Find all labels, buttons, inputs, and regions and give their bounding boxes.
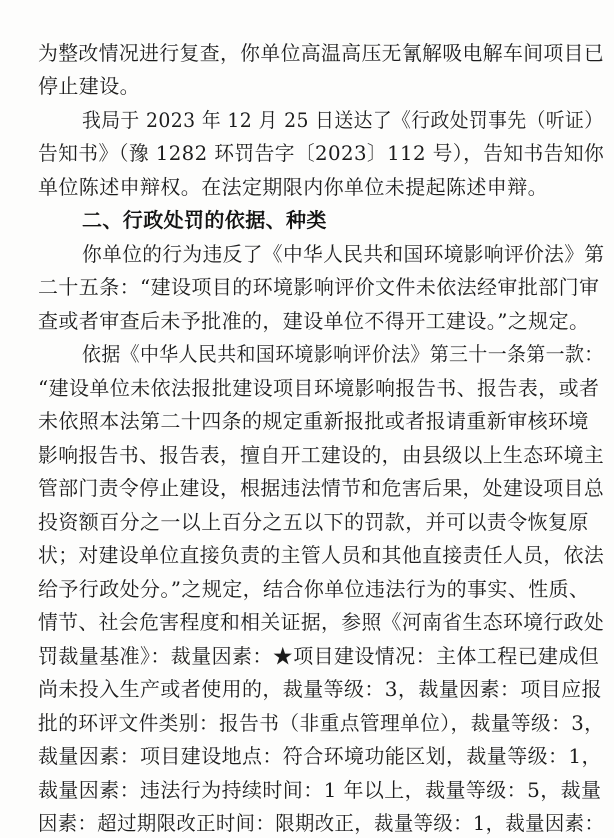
text-line: 未依照本法第二十四条的规定重新报批或者报请重新审核环境 (38, 409, 589, 433)
text-line: 裁量因素：项目建设地点：符合环境功能区划，裁量等级：1， (38, 744, 602, 768)
text-line: 依据《中华人民共和国环境影响评价法》第三十一条第一款： (82, 342, 604, 366)
text-line: 影响报告书、报告表，擅自开工建设的，由县级以上生态环境主 (38, 443, 605, 467)
text-line: 尚未投入生产或者使用的，裁量等级：3，裁量因素：项目应报 (38, 677, 602, 701)
text-line: 二十五条：“建设项目的环境影响评价文件未依法经审批部门审 (38, 275, 600, 299)
text-line: 情节、社会危害程度和相关证据，参照《河南省生态环境行政处 (38, 610, 605, 634)
text-line: 罚裁量基准》：裁量因素：★项目建设情况：主体工程已建成但 (38, 644, 600, 668)
text-line: 批的环评文件类别：报告书（非重点管理单位），裁量等级：3， (38, 711, 605, 735)
text-line: 停止建设。 (38, 74, 140, 98)
text-line: 因素：超过期限改正时间：限期改正，裁量等级：1，裁量因素： (38, 811, 605, 835)
text-line: 状；对建设单位直接负责的主管人员和其他直接责任人员，依法 (38, 543, 605, 567)
text-line: 我局于 2023 年 12 月 25 日送达了《行政处罚事先（听证） (82, 108, 604, 132)
text-line: 裁量因素：违法行为持续时间：1 年以上，裁量等级：5，裁量 (38, 778, 602, 802)
text-line: 为整改情况进行复查，你单位高温高压无氰解吸电解车间项目已 (38, 41, 605, 65)
text-line: 你单位的行为违反了《中华人民共和国环境影响评价法》第 (82, 242, 605, 266)
text-line: 管部门责令停止建设，根据违法情节和危害后果，处建设项目总 (38, 476, 605, 500)
text-line: 单位陈述申辩权。在法定期限内你单位未提起陈述申辩。 (38, 175, 548, 199)
text-line: “建设单位未依法报批建设项目环境影响报告书、报告表，或者 (38, 376, 600, 400)
text-line: 告知书》（豫 1282 环罚告字〔2023〕112 号），告知书告知你 (38, 141, 605, 165)
text-line: 给予行政处分。”之规定，结合你单位违法行为的事实、性质、 (38, 577, 590, 601)
section-heading: 二、行政处罚的依据、种类 (82, 208, 327, 232)
text-line: 投资额百分之一以上百分之五以下的罚款，并可以责令恢复原 (38, 510, 589, 534)
text-line: 查或者审查后未予批准的，建设单位不得开工建设。”之规定。 (38, 309, 590, 333)
